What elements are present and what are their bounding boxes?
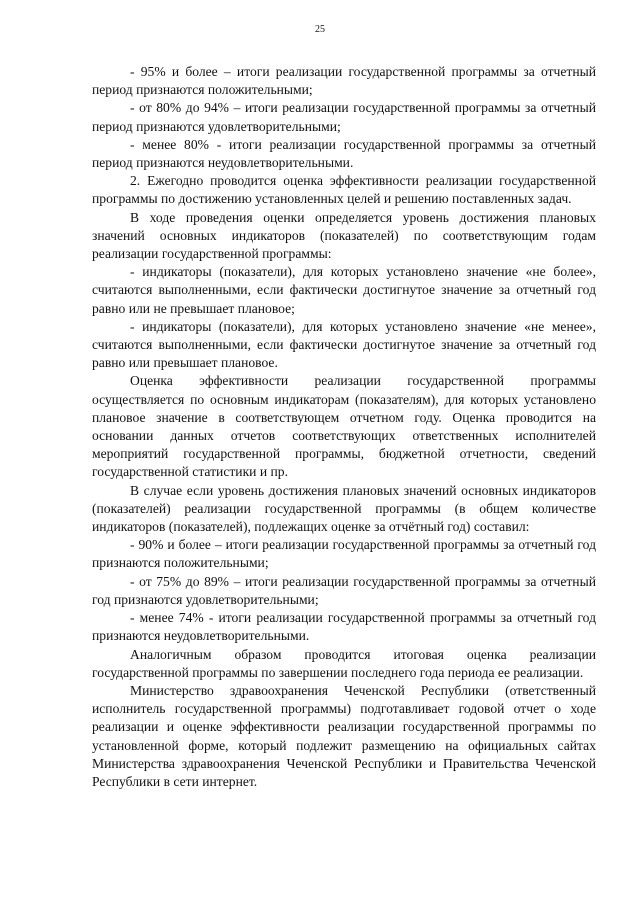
paragraph: - от 80% до 94% – итоги реализации государственной программы за отчетный период признаются удовлетворительными; (92, 100, 596, 134)
paragraph: В ходе проведения оценки определяется уровень достижения плановых значений основных индикаторов (показателей) по соответствующим годам реализации государственной программы: (92, 209, 596, 262)
paragraph: Оценка эффективности реализации государственной программы осуществляется по основным индикаторам (показателям), для которых установлено плановое значение в соответствующем отчетном году. Оценка проводится на основании данных отчетов соответствующих ответственных исполнителей мероприятий государственной программы, бюджетной отчетности, сведений государственной статистики и пр. (92, 373, 596, 480)
paragraph: В случае если уровень достижения плановых значений основных индикаторов (показателей) реализации государственной программы (в общем количестве индикаторов (показателей), подлежащих оценке за отчётный год) составил: (92, 482, 596, 535)
paragraph: Министерство здравоохранения Чеченской Республики (ответственный исполнитель государственной программы) подготавливает годовой отчет о ходе реализации и оценке эффективности реализации государственной программы по установленной форме, который подлежит размещению на официальных сайтах Министерства здравоохранения Чеченской Республики и Правительства Чеченской Республики в сети интернет. (92, 682, 596, 789)
paragraph: - индикаторы (показатели), для которых установлено значение «не более», считаются выполненными, если фактически достигнутое значение за отчетный год равно или не превышает плановое; (92, 264, 596, 316)
paragraph: - от 75% до 89% – итоги реализации государственной программы за отчетный год признаются удовлетворительными; (92, 573, 596, 607)
paragraph: - 90% и более – итоги реализации государственной программы за отчетный год признаются положительными; (92, 537, 596, 571)
paragraph: - 95% и более – итоги реализации государственной программы за отчетный период признаются положительными; (92, 64, 596, 98)
paragraph: 2. Ежегодно проводится оценка эффективности реализации государственной программы по достижению установленных целей и решению поставленных задач. (92, 173, 596, 207)
paragraph: - менее 74% - итоги реализации государственной программы за отчетный год признаются неудовлетворительными. (92, 610, 596, 644)
paragraph: - индикаторы (показатели), для которых установлено значение «не менее», считаются выполненными, если фактически достигнутое значение за отчетный год равно или превышает плановое. (92, 318, 596, 371)
paragraph: - менее 80% - итоги реализации государственной программы за отчетный период признаются неудовлетворительными. (92, 136, 596, 171)
document-body (92, 63, 596, 791)
page-number: 25 (315, 24, 325, 35)
paragraph: Аналогичным образом проводится итоговая оценка реализации государственной программы по завершении последнего года периода ее реализации. (92, 646, 596, 680)
